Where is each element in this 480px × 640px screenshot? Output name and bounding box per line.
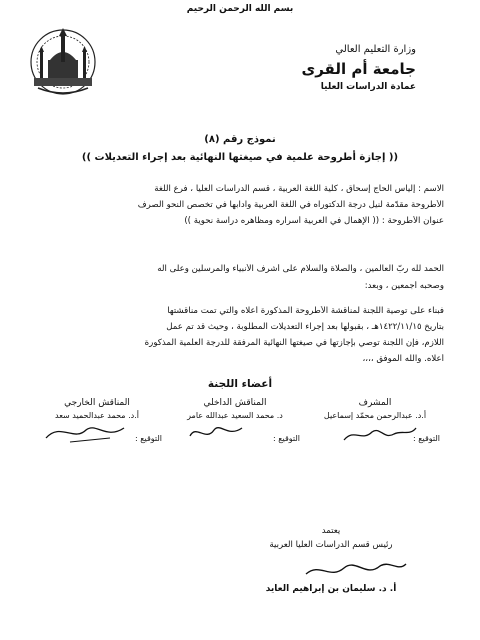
body-line-3: اللازم، فإن اللجنة توصي بإجازتها في صيغتها النهائية المرفقة للدرجة العلمية المذكورة xyxy=(144,338,444,348)
signature-label: التوقيع : xyxy=(413,434,440,443)
member-role: المناقش الداخلي xyxy=(203,398,267,408)
body-line-2: بتاريخ ١٤٢٢/١١/١٥هـ ، بقبولها بعد إجراء التعديلات المطلوبة ، وحيث قد تم عمل xyxy=(166,322,444,332)
internal-examiner-signature-icon xyxy=(186,420,246,444)
member-name: أ.د. محمد عبدالحميد سعد xyxy=(55,411,139,420)
member-name: أ.د. عبدالرحمن محمّد إسماعيل xyxy=(323,411,427,420)
member-role: المشرف xyxy=(358,398,392,408)
university-name: جامعة أم القرى xyxy=(301,60,416,78)
basmala: بسم الله الرحمن الرحيم xyxy=(186,4,294,14)
member-name: د. محمد السعيد عبدالله عامر xyxy=(187,411,283,420)
form-number: نموذج رقم (٨) xyxy=(204,134,276,145)
member-role: المناقش الخارجي xyxy=(64,398,130,408)
greeting-line-1: الحمد لله ربّ العالمين ، والصلاة والسلام على أشرف الأنبياء والمرسلين وعلى آله xyxy=(157,264,444,274)
signature-label: التوقيع : xyxy=(135,434,162,443)
thesis-title-line: عنوان الأطروحة : (( الإهمال في العربية أسراره ومظاهره دراسة نحوية )) xyxy=(184,216,444,226)
ministry-name: وزارة التعليم العالي xyxy=(335,44,416,55)
body-line-4: أعلاه. والله الموفق ،،،، xyxy=(362,354,444,364)
endorser-name: أ. د. سليمان بن إبراهيم العايد xyxy=(265,584,397,594)
student-line-2: الأطروحة مقدّمة لنيل درجة الدكتوراه في اللغة العربية وآدابها في تخصص النحو الصرف xyxy=(137,200,444,210)
endorser-signature-icon xyxy=(300,556,410,584)
form-title: (( إجازة أطروحة علمية في صيغتها النهائية بعد إجراء التعديلات )) xyxy=(81,152,399,163)
committee-title: أعضاء اللجنة xyxy=(207,378,273,390)
endorsement-label: يعتمد xyxy=(321,526,341,536)
greeting-line-2: وصحبه أجمعين ، وبعد: xyxy=(364,281,444,291)
endorsement-position: رئيس قسم الدراسات العليا العربية xyxy=(269,540,393,550)
deanship-name: عمادة الدراسات العليا xyxy=(320,82,416,92)
signature-label: التوقيع : xyxy=(273,434,300,443)
external-examiner-signature-icon xyxy=(40,418,130,446)
university-logo-icon xyxy=(28,18,98,102)
body-line-1: فبناء على توصية اللجنة لمناقشة الأطروحة المذكورة أعلاه والتي تمت مناقشتها xyxy=(167,306,444,316)
supervisor-signature-icon xyxy=(340,422,420,446)
student-line-1: الاسم : إلياس الحاج إسحاق ، كلية اللغة العربية ، قسم الدراسات العليا ، فرع اللغة xyxy=(154,184,444,194)
